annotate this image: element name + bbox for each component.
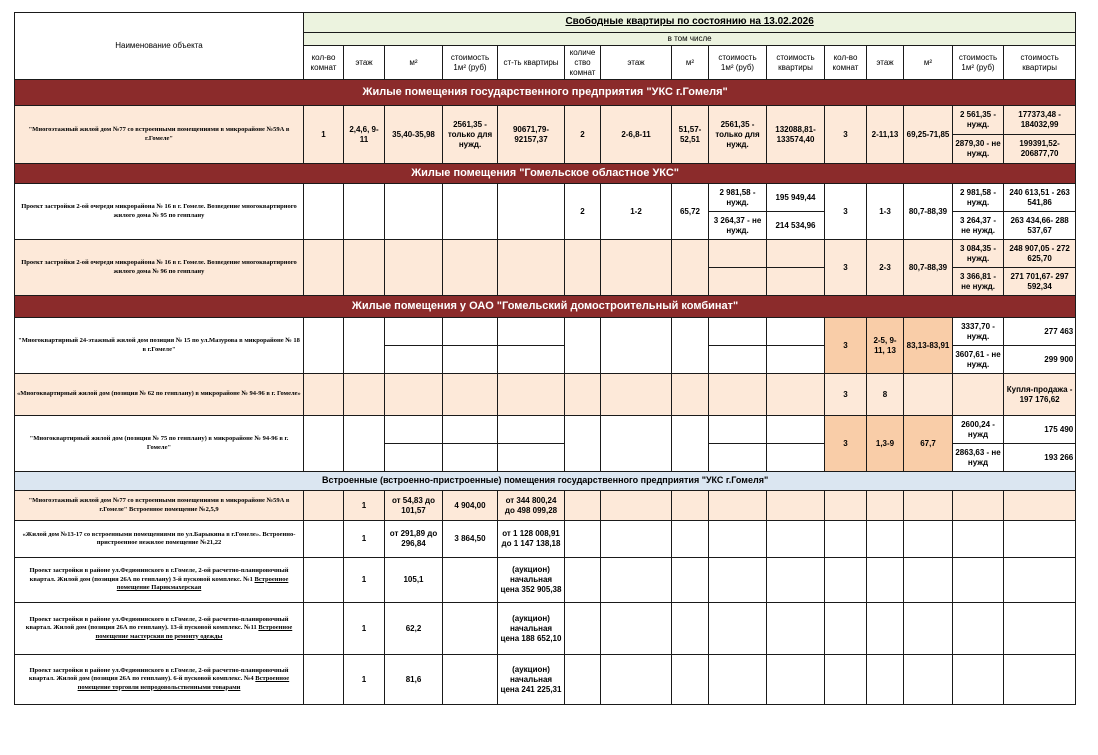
col-header: количе ство комнат: [565, 46, 601, 80]
price-sqm-3a: 2 981,58 - нужд.: [953, 184, 1004, 212]
floor-1: 2,4,6, 9-11: [344, 106, 385, 164]
price-sqm-1: 2561,35 - только для нужд.: [443, 106, 498, 164]
cost-1: 90671,79- 92157,37: [498, 106, 565, 164]
area: 62,2: [385, 603, 443, 655]
price-sqm-3b: 3 366,81 - не нужд.: [953, 268, 1004, 296]
cost-3a: 175 490: [1004, 416, 1076, 444]
rooms-3: 3: [825, 318, 867, 374]
in-total-header: в том числе: [304, 33, 1076, 46]
col-header: этаж: [344, 46, 385, 80]
col-header: этаж: [867, 46, 904, 80]
rooms: 1: [344, 558, 385, 603]
price-sqm-2b: 3 264,37 - не нужд.: [709, 212, 767, 240]
cost: от 1 128 008,91 до 1 147 138,18: [498, 521, 565, 558]
area: от 291,89 до 296,84: [385, 521, 443, 558]
cost-3b: 299 900: [1004, 346, 1076, 374]
area-3: 80,7-88,39: [904, 240, 953, 296]
rooms: 1: [344, 491, 385, 521]
cost-3a: 177373,48 - 184032,99: [1004, 106, 1076, 135]
section-gomel-oblast-ukc: Жилые помещения "Гомельское областное УКС": [15, 164, 1076, 184]
rooms: 1: [344, 603, 385, 655]
object-name-text: Проект застройки в районе ул.Федюнинского в г.Гомеле, 2-ой расчетно-планировочный квартал. Жилой дом (позиция 26А по генплану) 3-й пусковой комплекс. №1: [29, 567, 289, 583]
area: 81,6: [385, 655, 443, 705]
area: 105,1: [385, 558, 443, 603]
object-name-text: Проект застройки в районе ул.Федюнинского в г.Гомеле, 2-ой расчетно-планировочный квартал. Жилой дом (позиция 26А по генплану). 6-й пусковой комплекс. №4: [28, 666, 289, 683]
area-3: 69,25-71,85: [904, 106, 953, 164]
floor-3: 2-3: [867, 240, 904, 296]
floor-3: 2-5, 9- 11, 13: [867, 318, 904, 374]
price-sqm-3a: 2 561,35 - нужд.: [953, 106, 1004, 135]
object-name: [15, 558, 304, 603]
rooms-2: 2: [565, 184, 601, 240]
col-header: кол-во комнат: [304, 46, 344, 80]
cost: (аукцион) начальная цена 352 905,38: [498, 558, 565, 603]
object-name: «Жилой дом №13-17 со встроенными помещениями по ул.Барыкина в г.Гомеле». Встроенно-пристроенное нежилое помещение №21,22: [15, 521, 304, 558]
cost: (аукцион) начальная цена 188 652,10: [498, 603, 565, 655]
floor-2: 2-6,8-11: [601, 106, 672, 164]
sheet-title: Свободные квартиры по состоянию на 13.02.2026: [304, 13, 1076, 33]
price-sqm-3b: 3607,61 - не нужд.: [953, 346, 1004, 374]
cost-3b: 199391,52- 206877,70: [1004, 135, 1076, 164]
cost-3: Купля-продажа - 197 176,62: [1004, 374, 1076, 416]
price-sqm-3b: 2879,30 - не нужд.: [953, 135, 1004, 164]
object-name-underlined: Встроенное помещение торговли непродовольственными товарами: [77, 675, 290, 691]
col-header: стоимость 1м² (руб): [443, 46, 498, 80]
object-name: "Многоквартирный жилой дом (позиция № 75 по генплану) в микрорайоне № 94-96 в г. Гомеле": [15, 416, 304, 472]
cost-2: 132088,81- 133574,40: [767, 106, 825, 164]
section-ukc-gomel: Жилые помещения государственного предприятия "УКС г.Гомеля": [15, 80, 1076, 106]
col-header: стоимость 1м² (руб): [709, 46, 767, 80]
col-header: м²: [385, 46, 443, 80]
object-name: Проект застройки 2-ой очереди микрорайона № 16 в г. Гомеле. Возведение многоквартирного жилого дома № 96 по генплану: [15, 240, 304, 296]
cost-3a: 240 613,51 - 263 541,86: [1004, 184, 1076, 212]
price-sqm-3a: 3 084,35 - нужд.: [953, 240, 1004, 268]
price-sqm-2: 2561,35 - только для нужд.: [709, 106, 767, 164]
price-sqm-3a: 3337,70 - нужд.: [953, 318, 1004, 346]
col-header: м²: [904, 46, 953, 80]
rooms-3: 3: [825, 416, 867, 472]
price-sheet: [14, 12, 1075, 705]
rooms-3: 3: [825, 106, 867, 164]
price-sqm-3b: 3 264,37 - не нужд.: [953, 212, 1004, 240]
section-gomel-dsk: Жилые помещения у ОАО "Гомельский домостроительный комбинат": [15, 296, 1076, 318]
cost-3a: 248 907,05 - 272 625,70: [1004, 240, 1076, 268]
col-header: ст-ть квартиры: [498, 46, 565, 80]
area-1: 35,40-35,98: [385, 106, 443, 164]
apartments-table: [14, 12, 1076, 705]
object-name: «Многоквартирный жилой дом (позиция № 62 по генплану) в микрорайоне № 94-96 в г. Гомеле»: [15, 374, 304, 416]
object-name: Проект застройки 2-ой очереди микрорайона № 16 в г. Гомеле. Возведение многоквартирного жилого дома № 95 по генплану: [15, 184, 304, 240]
object-name: [15, 655, 304, 705]
rooms-1: 1: [304, 106, 344, 164]
rooms-3: 3: [825, 184, 867, 240]
rooms-3: 3: [825, 374, 867, 416]
rooms: 1: [344, 655, 385, 705]
rooms-3: 3: [825, 240, 867, 296]
area-3: 67,7: [904, 416, 953, 472]
cost-3b: 271 701,67- 297 592,34: [1004, 268, 1076, 296]
rooms-2: 2: [565, 106, 601, 164]
area-3: 80,7-88,39: [904, 184, 953, 240]
col-header: кол-во комнат: [825, 46, 867, 80]
floor-3: 2-11,13: [867, 106, 904, 164]
cost-2a: 195 949,44: [767, 184, 825, 212]
col-header: стоимость квартиры: [767, 46, 825, 80]
cost-2b: 214 534,96: [767, 212, 825, 240]
col-header: стоимость квартиры: [1004, 46, 1076, 80]
price-sqm: 4 904,00: [443, 491, 498, 521]
floor-3: 8: [867, 374, 904, 416]
rooms: 1: [344, 521, 385, 558]
col-header: этаж: [601, 46, 672, 80]
section-built-in-premises: Встроенные (встроенно-пристроенные) помещения государственного предприятия "УКС г.Гомеля": [15, 472, 1076, 491]
price-sqm-2a: 2 981,58 - нужд.: [709, 184, 767, 212]
object-name: "Многоквартирный 24-этажный жилой дом позиция № 15 по ул.Мазурова в микрорайоне № 18 в г.Гомеле": [15, 318, 304, 374]
col-header: стоимость 1м² (руб): [953, 46, 1004, 80]
price-sqm-3a: 2600,24 - нужд: [953, 416, 1004, 444]
object-name: "Многоэтажный жилой дом №77 со встроенными помещениями в микрорайоне №59А в г.Гомеле" Встроенное помещение №2,5,9: [15, 491, 304, 521]
area-2: 65,72: [672, 184, 709, 240]
area-2: 51,57- 52,51: [672, 106, 709, 164]
area: от 54,83 до 101,57: [385, 491, 443, 521]
cost-3b: 263 434,66- 288 537,67: [1004, 212, 1076, 240]
object-name-text: Проект застройки в районе ул.Федюнинского в г.Гомеле, 2-ой расчетно-планировочный квартал. Жилой дом (позиция 26А по генплану). 13-й пусковой комплекс. №11: [25, 615, 289, 632]
floor-3: 1,3-9: [867, 416, 904, 472]
object-name-header: Наименование объекта: [15, 13, 304, 80]
cost-3a: 277 463: [1004, 318, 1076, 346]
cost-3b: 193 266: [1004, 444, 1076, 472]
floor-3: 1-3: [867, 184, 904, 240]
col-header: м²: [672, 46, 709, 80]
floor-2: 1-2: [601, 184, 672, 240]
cost: (аукцион) начальная цена 241 225,31: [498, 655, 565, 705]
price-sqm: 3 864,50: [443, 521, 498, 558]
object-name: [15, 603, 304, 655]
object-name-underlined: Встроенное помещение Парикмахерская: [116, 575, 289, 592]
object-name-underlined: Встроенное помещение мастерския по ремонту одежды: [95, 624, 293, 640]
cost: от 344 800,24 до 498 099,28: [498, 491, 565, 521]
price-sqm-3b: 2863,63 - не нужд: [953, 444, 1004, 472]
object-name: "Многоэтажный жилой дом №77 со встроенными помещениями в микрорайоне №59А в г.Гомеле": [15, 106, 304, 164]
area-3: 83,13-83,91: [904, 318, 953, 374]
